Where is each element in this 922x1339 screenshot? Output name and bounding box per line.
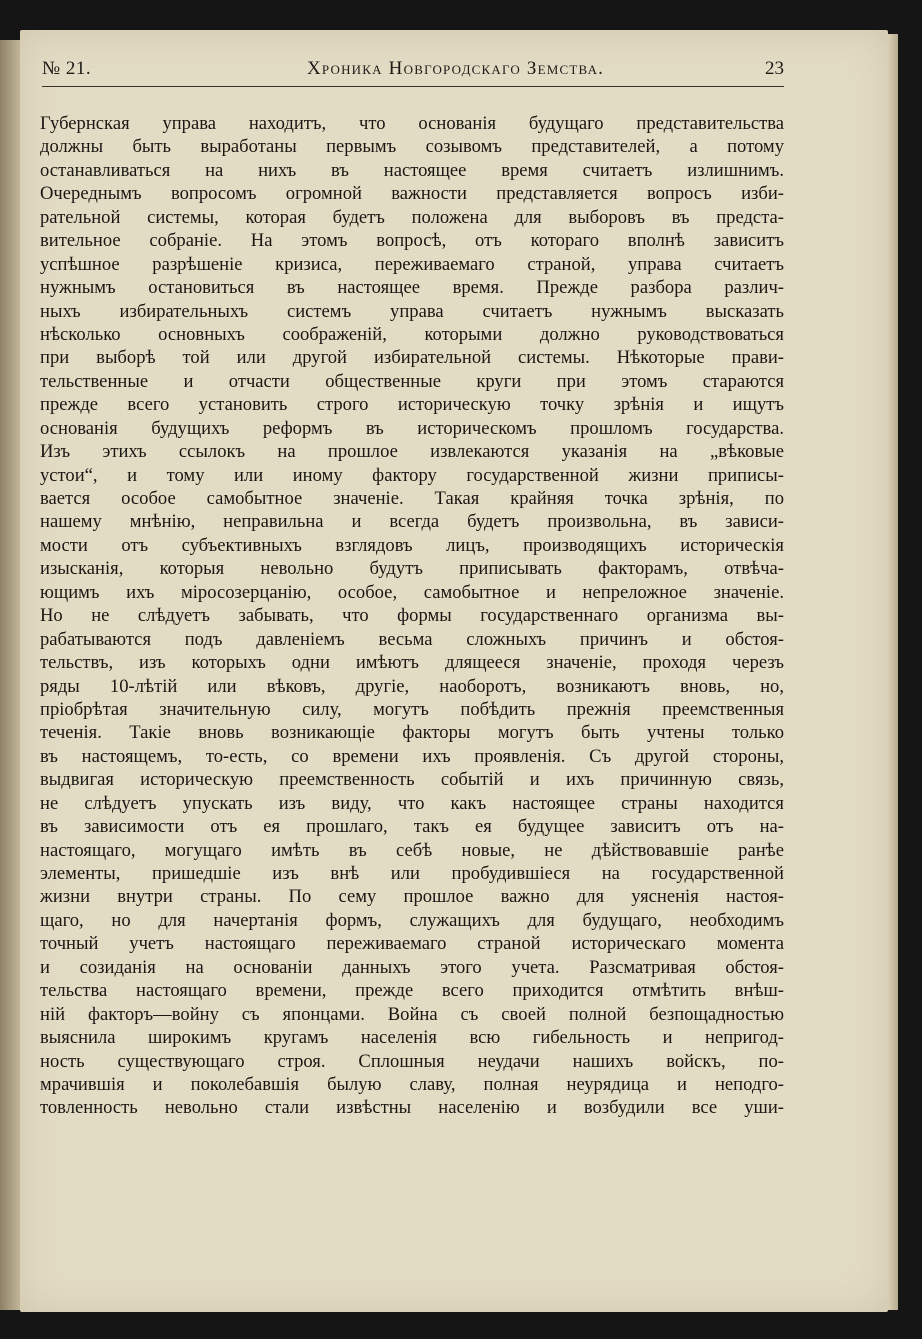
text-line: тельства настоящаго времени, прежде всего приходится отмѣтить внѣш- bbox=[40, 980, 784, 1002]
text-line: рательной системы, которая будетъ положена для выборовъ въ предста- bbox=[40, 206, 784, 228]
text-line: въ зависимости отъ ея прошлаго, такъ ея будущее зависитъ отъ на- bbox=[40, 816, 784, 838]
text-line: нѣсколько основныхъ соображеній, которыми должно руководствоваться bbox=[40, 323, 784, 345]
text-line: устои“, и тому или иному фактору государственной жизни приписы- bbox=[40, 464, 784, 486]
text-line: Но не слѣдуетъ забывать, что формы государственнаго организма вы- bbox=[40, 605, 784, 627]
text-line: выдвигая историческую преемственность событій и ихъ причинную связь, bbox=[40, 769, 784, 791]
text-line: останавливаться на нихъ въ настоящее время считаетъ излишнимъ. bbox=[40, 159, 784, 181]
text-line: теченія. Такіе вновь возникающіе факторы могутъ быть учтены только bbox=[40, 722, 784, 744]
text-line: изысканія, которыя невольно будутъ приписывать факторамъ, отвѣча- bbox=[40, 558, 784, 580]
text-line: въ настоящемъ, то-есть, со времени ихъ проявленія. Съ другой стороны, bbox=[40, 745, 784, 767]
text-line: прежде всего установить строго историческую точку зрѣнія и ищутъ bbox=[40, 394, 784, 416]
text-line: ныхъ избирательныхъ системъ управа считаетъ нужнымъ высказать bbox=[40, 300, 784, 322]
header-rule bbox=[42, 86, 784, 87]
text-line: Губернская управа находитъ, что основанія будущаго представительства bbox=[40, 113, 784, 134]
text-line: Очереднымъ вопросомъ огромной важности представляется вопросъ изби- bbox=[40, 183, 784, 205]
running-header bbox=[42, 58, 792, 86]
text-line: пріобрѣтая значительную силу, могутъ побѣдить прежнія преемственныя bbox=[40, 698, 784, 720]
issue-number: № 21. bbox=[42, 58, 92, 79]
text-line: ность существующаго строя. Сплошныя неудачи нашихъ войскъ, по- bbox=[40, 1050, 784, 1072]
text-line: нужнымъ остановиться въ настоящее время. Прежде разбора различ- bbox=[40, 277, 784, 299]
text-line: мости отъ субъективныхъ взглядовъ лицъ, производящихъ историческія bbox=[40, 534, 784, 556]
text-line: тельствъ, изъ которыхъ одни имѣютъ длящееся значеніе, проходя черезъ bbox=[40, 652, 784, 674]
text-line: нашему мнѣнію, неправильна и всегда будетъ произвольна, въ зависи- bbox=[40, 511, 784, 533]
text-line: точный учетъ настоящаго переживаемаго страной историческаго момента bbox=[40, 933, 784, 955]
journal-title: Хроника Новгородскаго Земства. bbox=[307, 58, 605, 79]
text-line: успѣшное разрѣшеніе кризиса, переживаемаго страной, управа считаетъ bbox=[40, 253, 784, 275]
text-line: выяснила широкимъ кругамъ населенія всю гибельность и непригод- bbox=[40, 1027, 784, 1049]
page-number: 23 bbox=[765, 58, 784, 79]
text-line: ющимъ ихъ міросозерцанію, особое, самобытное и непреложное значеніе. bbox=[40, 581, 784, 603]
text-line: элементы, пришедшіе изъ внѣ или пробудившіеся на государственной bbox=[40, 863, 784, 884]
text-line: основанія будущихъ реформъ въ историческомъ прошломъ государства. bbox=[40, 417, 784, 439]
text-line: мрачившія и поколебавшія былую славу, полная неурядица и неподго- bbox=[40, 1073, 784, 1095]
text-line: не слѣдуетъ упускать изъ виду, что какъ настоящее страны находится bbox=[40, 792, 784, 814]
text-line: ній факторъ—войну съ японцами. Война съ своей полной безпощадностью bbox=[40, 1003, 784, 1025]
page-right-edge bbox=[888, 34, 898, 1310]
text-line: жизни внутри страны. По сему прошлое важно для уясненія настоя- bbox=[40, 886, 784, 908]
text-line: настоящаго, могущаго имѣть въ себѣ новые, не дѣйствовавшіе ранѣе bbox=[40, 839, 784, 861]
body-text bbox=[40, 112, 784, 1120]
text-line: товленность невольно стали извѣстны населенію и возбудили все уши- bbox=[40, 1097, 784, 1119]
text-line: вается особое самобытное значеніе. Такая крайняя точка зрѣнія, по bbox=[40, 488, 784, 509]
text-line: рабатываются подъ давленіемъ весьма сложныхъ причинъ и обстоя- bbox=[40, 628, 784, 650]
text-line: вительное собраніе. На этомъ вопросѣ, отъ котораго вполнѣ зависитъ bbox=[40, 230, 784, 252]
text-line: и созиданія на основаніи данныхъ этого учета. Разсматривая обстоя- bbox=[40, 956, 784, 978]
text-line: Изъ этихъ ссылокъ на прошлое извлекаются указанія на „вѣковые bbox=[40, 441, 784, 463]
text-line: при выборѣ той или другой избирательной системы. Нѣкоторые прави- bbox=[40, 347, 784, 369]
text-line: должны быть выработаны первымъ созывомъ представителей, а потому bbox=[40, 136, 784, 158]
text-line: ряды 10-лѣтій или вѣковъ, другіе, наоборотъ, возникаютъ вновь, но, bbox=[40, 675, 784, 697]
text-line: щаго, но для начертанія формъ, служащихъ для будущаго, необходимъ bbox=[40, 909, 784, 931]
text-line: тельственные и отчасти общественные круги при этомъ стараются bbox=[40, 370, 784, 392]
